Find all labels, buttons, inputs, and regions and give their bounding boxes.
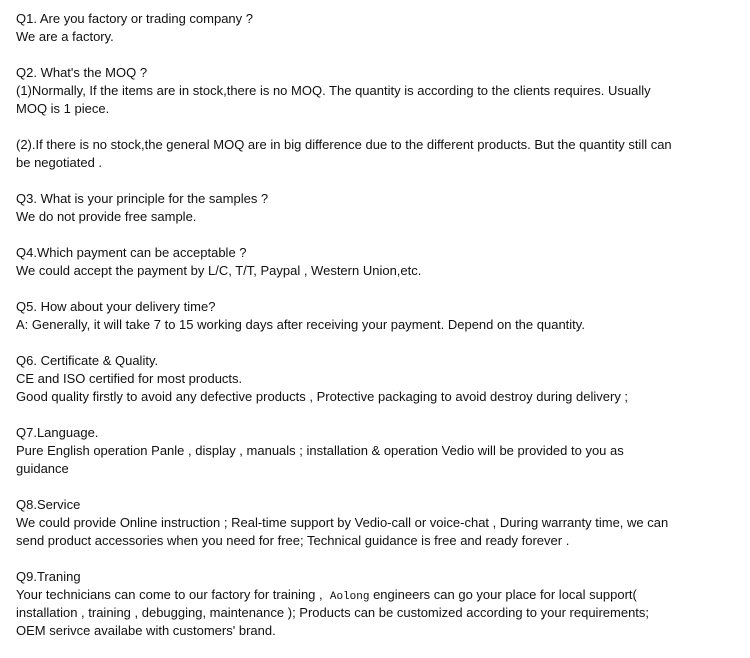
- q6-line1: CE and ISO certified for most products.: [16, 371, 243, 386]
- q9-line1-start: Your technicians can come to our factory for training ,: [16, 587, 330, 602]
- q2-para1-line1: (1)Normally, If the items are in stock,there is no MOQ. The quantity is according to the clients requires. Usually: [16, 83, 651, 98]
- q7-line2: guidance: [16, 461, 69, 476]
- q1-answer: We are a factory.: [16, 29, 114, 44]
- brand-name: Aolong: [329, 591, 370, 603]
- q9-line3: OEM serivce availabe with customers' brand.: [16, 623, 276, 638]
- q3-answer: We do not provide free sample.: [16, 209, 197, 224]
- q8-line2: send product accessories when you need for free; Technical guidance is free and ready forever .: [16, 533, 570, 548]
- q1-question: Q1. Are you factory or trading company ?: [16, 11, 254, 26]
- q2-para2-line1: (2).If there is no stock,the general MOQ are in big difference due to the different products. But the quantity still can: [16, 137, 672, 152]
- q9-line1-end: engineers can go your place for local support(: [369, 587, 637, 602]
- q8-line1: We could provide Online instruction ; Real-time support by Vedio-call or voice-chat , During warranty time, we can: [16, 515, 669, 530]
- q2-para1-line2: MOQ is 1 piece.: [16, 101, 110, 116]
- q2-para2-line2: be negotiated .: [16, 155, 103, 170]
- q7-question: Q7.Language.: [16, 425, 99, 440]
- q9-line1: [16, 586, 637, 606]
- q5-question: Q5. How about your delivery time?: [16, 299, 216, 314]
- q4-answer: We could accept the payment by L/C, T/T, Paypal , Western Union,etc.: [16, 263, 422, 278]
- q6-question: Q6. Certificate & Quality.: [16, 353, 159, 368]
- q7-line1: Pure English operation Panle , display , manuals ; installation & operation Vedio will be provided to you as: [16, 443, 624, 458]
- q3-question: Q3. What is your principle for the samples ?: [16, 191, 269, 206]
- q4-question: Q4.Which payment can be acceptable ?: [16, 245, 247, 260]
- q6-line2: Good quality firstly to avoid any defective products , Protective packaging to avoid destroy during delivery ;: [16, 389, 629, 404]
- q5-answer: A: Generally, it will take 7 to 15 working days after receiving your payment. Depend on the quantity.: [16, 317, 585, 332]
- q9-line2: installation , training , debugging, maintenance ); Products can be customized according to your requirements;: [16, 605, 650, 620]
- q9-question: Q9.Traning: [16, 569, 81, 584]
- q8-question: Q8.Service: [16, 497, 81, 512]
- q2-question: Q2. What's the MOQ ?: [16, 65, 148, 80]
